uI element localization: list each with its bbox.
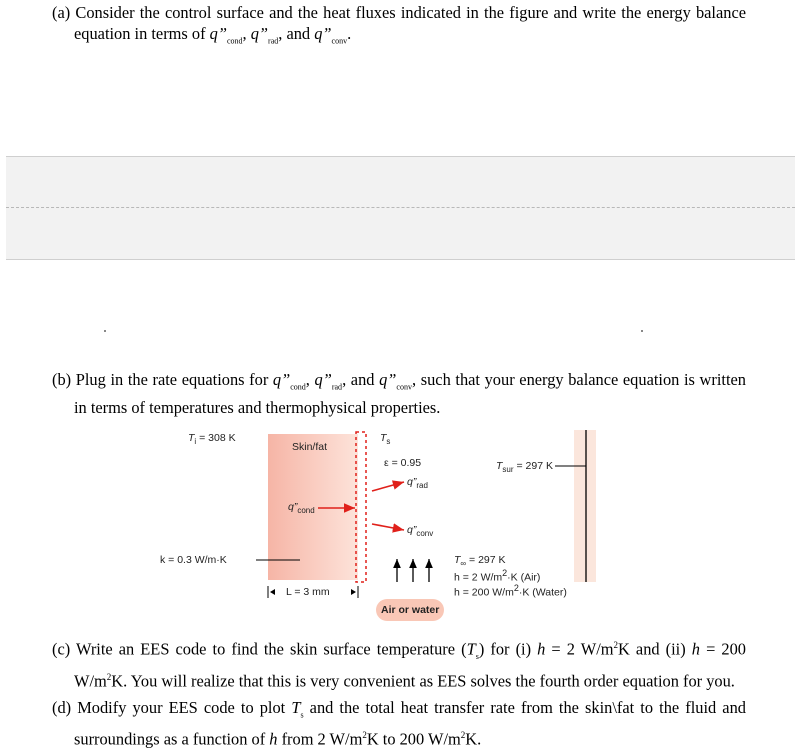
ts-symbol: T [291,698,301,717]
squared: 2 [613,640,618,650]
q-conv-subscript: conv [331,36,348,46]
q-conv-arrow [372,524,404,530]
q-rad-arrow [372,482,404,491]
part-d-text: Modify your EES code to plot [77,698,292,717]
h-water-text: h = 200 W/m [454,586,514,599]
part-d-text: and the total heat transfer rate from the skin\fat to the fluid and surroundings as a function of [74,698,746,749]
ti-value: = 308 K [196,432,236,444]
ts-symbol: T [466,639,476,659]
tinf-label [454,554,506,568]
part-c-text: Write an EES code to find the skin surface temperature ( [76,639,467,659]
q-rad-symbol: q” [407,476,417,488]
ts-subscript: s [300,710,304,720]
question-part-b [52,369,746,418]
part-c-label: (c) [52,639,71,659]
h-symbol: h [269,729,278,749]
ts-subscript: s [386,437,391,447]
q-rad-symbol: q” [314,370,332,389]
h-air-text: ·K (Air) [507,571,541,584]
q-cond-symbol: q” [288,501,298,513]
q-rad-subscript: rad [331,382,343,392]
part-c-text: = 2 W/m [545,639,614,659]
q-conv-subscript: conv [396,382,412,392]
ti-label [188,432,236,446]
ti-symbol: T [188,432,195,444]
q-conv-subscript: conv [416,529,434,539]
q-cond-symbol: q” [272,370,291,389]
h-symbol: h [691,639,700,659]
h-symbol: h [537,639,546,659]
q-cond-subscript: cond [297,506,315,516]
part-c-text: = 200 W/m [74,639,746,691]
dim-arrow-left [270,589,275,595]
squared: 2 [513,583,519,593]
part-b-label: (b) [52,370,72,389]
h-air-text: h = 2 W/m [454,571,503,584]
fluid-label: Air or water [381,604,440,616]
tinf-symbol: T [454,554,461,566]
tsur-subscript: sur [502,465,514,475]
tsur-symbol: T [496,460,503,472]
q-rad-label [407,476,428,490]
tsur-value: = 297 K [513,460,553,472]
part-c-text: K. You will realize that this is very convenient as EES solves the fourth order equation for you. [111,671,735,691]
q-conv-label [407,524,433,538]
part-d-label: (d) [52,698,72,717]
h-air-label [454,568,540,584]
part-a-label: (a) [52,3,71,22]
answer-area [6,156,795,260]
question-part-a [52,2,746,51]
separator: , and [342,370,380,389]
ts-symbol: T [380,432,387,444]
part-d-text: K. [465,729,482,749]
separator: . [347,24,352,43]
emissivity-label: ε = 0.95 [384,457,422,469]
surroundings-wall [574,430,596,582]
q-conv-symbol: q” [407,524,417,536]
stray-dot [104,330,106,332]
ts-label [380,432,390,446]
question-part-c [52,635,746,691]
squared: 2 [460,730,466,741]
part-d-text: from 2 W/m [277,729,363,749]
part-b-text-2: , such that your energy balance equation is written in terms of temperatures and thermophysical properties. [74,370,746,418]
tinf-subscript: ∞ [460,559,467,569]
q-rad-symbol: q” [250,24,269,43]
layer-label: Skin/fat [292,441,328,453]
q-cond-symbol: q” [209,24,227,43]
separator: , and [278,24,315,43]
q-conv-symbol: q” [314,24,332,43]
q-rad-subscript: rad [416,481,428,491]
stray-dot [641,330,643,332]
ts-subscript: s [475,651,479,661]
k-label: k = 0.3 W/m·K [160,554,227,566]
squared: 2 [502,568,508,578]
question-part-d [52,697,746,750]
part-c-text: ) for (i) [478,639,538,659]
q-rad-subscript: rad [268,36,279,46]
dim-arrow-right [351,589,356,595]
part-c-text: K and (ii) [618,639,692,659]
part-d-text: K to 200 W/m [366,729,461,749]
q-conv-symbol: q” [379,370,397,389]
squared: 2 [362,730,367,741]
part-a-text: Consider the control surface and the heat fluxes indicated in the figure and write the energy balance equation in terms of [74,3,746,43]
answer-area-divider [6,207,795,208]
h-water-label [454,583,567,599]
tsur-label [496,460,553,474]
thickness-label: L = 3 mm [286,586,330,598]
ti-subscript: i [194,437,197,447]
skin-heat-transfer-figure [150,428,610,624]
q-cond-subscript: cond [290,382,306,392]
separator: , [305,370,315,389]
q-cond-subscript: cond [226,36,243,46]
tinf-value: = 297 K [466,554,506,566]
separator: , [242,24,251,43]
q-cond-label [288,501,315,515]
part-b-text: Plug in the rate equations for [75,370,273,389]
squared: 2 [106,671,112,682]
h-water-text: ·K (Water) [518,586,567,599]
